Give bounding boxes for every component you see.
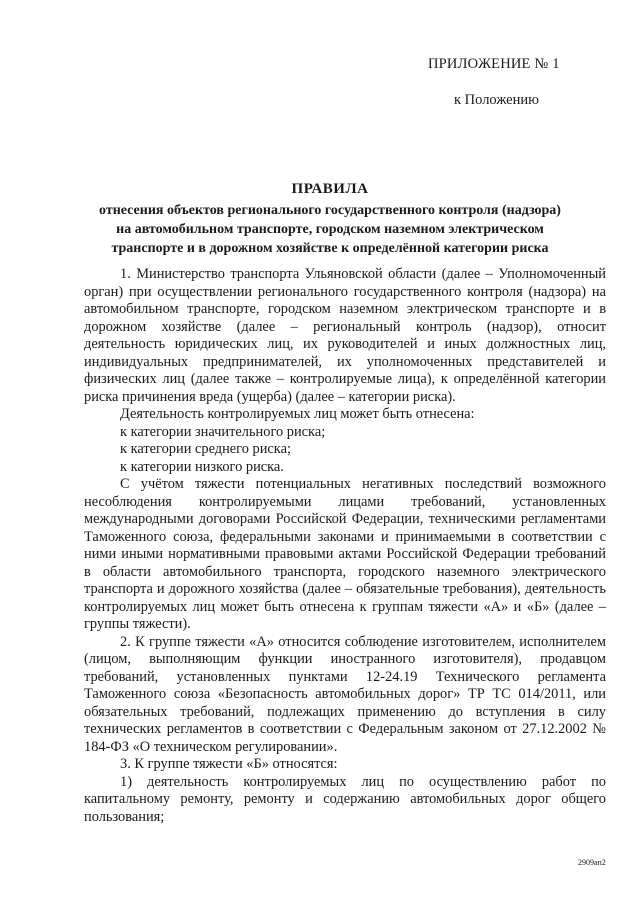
paragraph: 1. Министерство транспорта Ульяновской области (далее – Уполномоченный орган) при осуществлении регионального государственного контроля (надзора) на автомобильном транспорте, городском наземном электрическом транспорте и в дорожном хозяйстве (далее – региональный контроль (надзор), относит деятельность юридических лиц, их руководителей и иных должностных лиц, индивидуальных предпринимателей, их уполномоченных представителей и физических лиц (далее также – контролируемые лица), к определённой категории риска причинения вреда (ущерба) (далее – категории риска). bbox=[84, 266, 606, 405]
paragraph: Деятельность контролируемых лиц может быть отнесена: bbox=[120, 406, 475, 422]
document-title bbox=[80, 180, 580, 258]
paragraph: 1) деятельность контролируемых лиц по осуществлению работ по капитальному ремонту, ремонту и содержанию автомобильных дорог общего пользования; bbox=[84, 773, 606, 825]
title-line: отнесения объектов регионального государственного контроля (надзора) bbox=[99, 203, 561, 218]
paragraph: к категории среднего риска; bbox=[120, 441, 291, 457]
title-line: транспорте и в дорожном хозяйстве к определённой категории риска bbox=[111, 241, 549, 256]
paragraph: 3. К группе тяжести «Б» относятся: bbox=[120, 756, 338, 772]
document-body bbox=[84, 266, 606, 826]
footer-code: 2909ап2 bbox=[578, 858, 606, 867]
title-line: на автомобильном транспорте, городском наземном электрическом bbox=[116, 222, 544, 237]
annex-subtitle: к Положению bbox=[454, 92, 539, 108]
paragraph: С учётом тяжести потенциальных негативных последствий возможного несоблюдения контролируемыми лицами требований, установленных международными договорами Российской Федерации, техническими регламентами Таможенного союза, федеральными законами и принимаемыми в соответствии с ними иными нормативными правовыми актами Российской Федерации требований в области автомобильного транспорта, городского наземного электрического транспорта и дорожного хозяйства (далее – обязательные требования), деятельность контролируемых лиц может быть отнесена к группам тяжести «А» и «Б» (далее – группы тяжести). bbox=[84, 476, 606, 632]
paragraph: к категории низкого риска. bbox=[120, 458, 284, 475]
annex-label: ПРИЛОЖЕНИЕ № 1 bbox=[428, 56, 560, 72]
paragraph: к категории значительного риска; bbox=[120, 423, 326, 440]
title-main: ПРАВИЛА bbox=[291, 181, 369, 197]
paragraph: 2. К группе тяжести «А» относится соблюдение изготовителем, исполнителем (лицом, выполняющим функции иностранного изготовителя), продавцом требований, установленных пунктами 12-24.19 Технического регламента Таможенного союза «Безопасность автомобильных дорог» ТР ТС 014/2011, или обязательных требований, подлежащих применению до вступления в силу технических регламентов в соответствии с Федеральным законом от 27.12.2002 № 184-ФЗ «О техническом регулировании». bbox=[84, 633, 606, 755]
